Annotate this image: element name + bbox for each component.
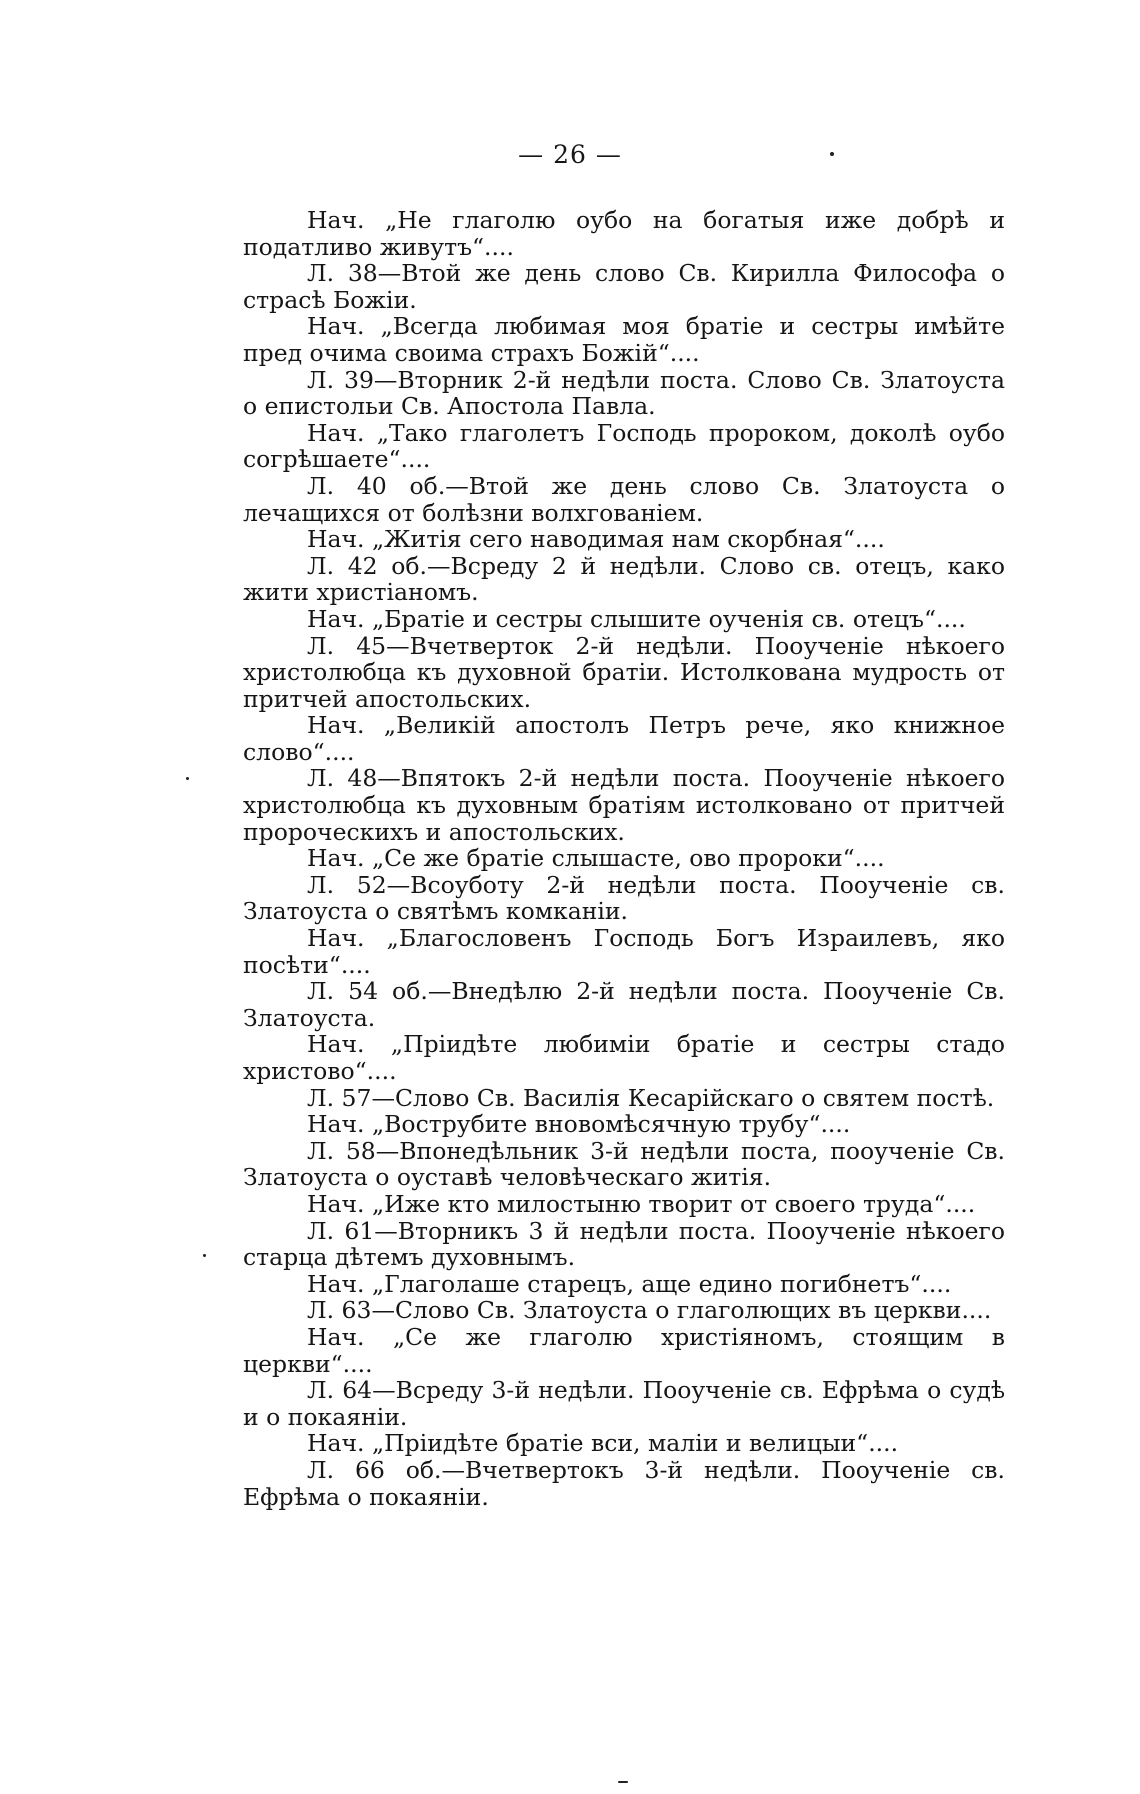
paragraph: Нач. „Пріидѣте братіе вси, маліи и велицыи“....: [307, 1429, 899, 1458]
paragraph: Нач. „Великій апостолъ Петръ рече, яко книжное слово“....: [243, 711, 1005, 766]
paragraph: Л. 63—Слово Св. Златоуста о глаголющих въ церкви....: [307, 1296, 992, 1325]
paragraph: Нач. „Тако глаголетъ Господь пророком, доколѣ оубо согрѣшаете“....: [243, 418, 1005, 474]
scan-speck: [830, 152, 834, 156]
text-block: [243, 207, 1005, 1510]
page-number: — 26 —: [518, 140, 622, 169]
paragraph: Нач. „Не глаголю оубо на богатыя иже добрѣ и податливо живутъ“....: [243, 206, 1005, 261]
paragraph: Нач. „Се же братіе слышасте, ово пророки“....: [307, 844, 885, 873]
paragraph: Л. 58—Впонедѣльник 3-й недѣли поста, пооученіе Св. Златоуста о оуставѣ человѣческаго житія.: [243, 1136, 1005, 1192]
paragraph: Нач. „Пріидѣте любиміи братіе и сестры стадо христово“....: [243, 1030, 1005, 1085]
scan-speck: [618, 1781, 628, 1783]
paragraph: Л. 38—Втой же день слово Св. Кирилла Философа о страсѣ Божіи.: [243, 259, 1005, 314]
paragraph: Л. 61—Вторникъ 3 й недѣли поста. Пооученіе нѣкоего старца дѣтемъ духовнымъ.: [243, 1216, 1005, 1272]
paragraph: Л. 40 об.—Втой же день слово Св. Златоуста о лечащихся от болѣзни волхгованіем.: [243, 471, 1005, 527]
paragraph: Нач. „Се же глаголю христіяномъ, стоящим в церкви“....: [243, 1322, 1005, 1378]
paragraph: Нач. „Братіе и сестры слышите оученія св. отецъ“....: [307, 604, 966, 633]
paragraph: Л. 64—Всреду 3-й недѣли. Пооученіе св. Ефрѣма о судѣ и о покаяніи.: [243, 1376, 1005, 1431]
paragraph: Л. 39—Вторник 2-й недѣли поста. Слово Св. Златоуста о епистольи Св. Апостола Павла.: [243, 365, 1005, 421]
paragraph: Нач. „Иже кто милостыню творит от своего труда“....: [307, 1189, 976, 1218]
scan-speck: [203, 1254, 206, 1257]
paragraph: Нач. „Житія сего наводимая нам скорбная“....: [307, 525, 885, 554]
paragraph: Л. 42 об.—Всреду 2 й недѣли. Слово св. отецъ, како жити христіаномъ.: [243, 551, 1005, 607]
paragraph: Нач. „Вострубите вновомѣсячную трубу“....: [307, 1110, 851, 1139]
paragraph: Нач. „Всегда любимая моя братіе и сестры имѣйте пред очима своима страхъ Божій“....: [243, 312, 1005, 367]
paragraph: Л. 57—Слово Св. Василія Кесарійскаго о святем постѣ.: [307, 1083, 995, 1112]
scan-speck: [186, 777, 189, 780]
paragraph: Нач. „Глаголаше старецъ, аще едино погибнетъ“....: [307, 1269, 952, 1298]
paragraph: Нач. „Благословенъ Господь Богъ Израилевъ, яко посѣти“....: [243, 924, 1005, 979]
paragraph: Л. 54 об.—Внедѣлю 2-й недѣли поста. Пооученіе Св. Златоуста.: [243, 977, 1005, 1032]
paragraph: Л. 66 об.—Вчетвертокъ 3-й недѣли. Пооученіе св. Ефрѣма о покаяніи.: [243, 1455, 1005, 1511]
paragraph: Л. 48—Впятокъ 2-й недѣли поста. Пооученіе нѣкоего христолюбца къ духовным братіям истолковано от притчей пророческихъ и апостольских.: [243, 764, 1005, 846]
paragraph: Л. 52—Всоуботу 2-й недѣли поста. Пооученіе св. Златоуста о святѣмъ комканіи.: [243, 870, 1005, 926]
paragraph: Л. 45—Вчетверток 2-й недѣли. Пооученіе нѣкоего христолюбца къ духовной братіи. Истолкована мудрость от притчей апостольских.: [243, 631, 1005, 713]
